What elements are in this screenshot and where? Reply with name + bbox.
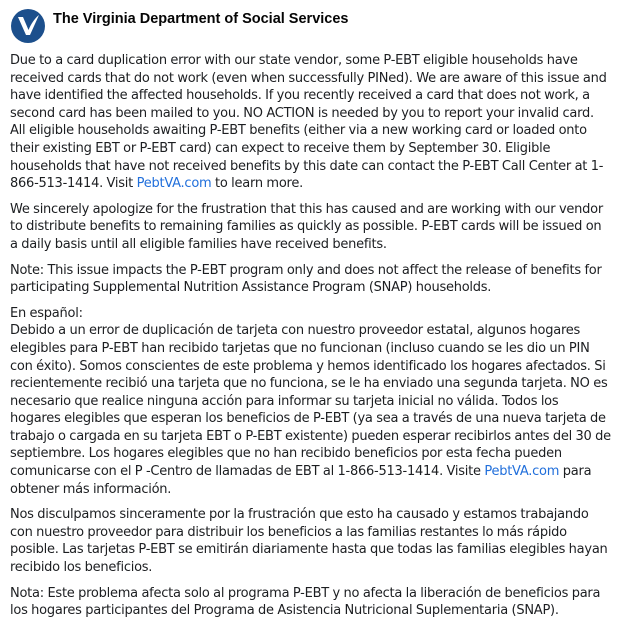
paragraph-text-after: to learn more.	[211, 176, 303, 192]
page-name[interactable]: The Virginia Department of Social Services	[53, 11, 349, 27]
paragraph-text: Due to a card duplication error with our state vendor, some P-EBT eligible households have received cards that do not work (even when successfully PINed). We are aware of this issue and have identified the affected households. If you recently received a card that does not work, a second card has been mailed to you. NO ACTION is needed by you to report your invalid card. All eligible households awaiting P-EBT benefits (either via a new working card or loaded onto their existing EBT or P-EBT card) can expect to receive them by September 30. Eligible households that have not received benefits by this date can contact the P-EBT Call Center at 1-866-513-1414. Visit	[10, 53, 607, 192]
post-paragraph-spanish	[10, 305, 612, 499]
post-paragraph-2: We sincerely apologize for the frustration that this has caused and are working with our vendor to distribute benefits to remaining families as quickly as possible. P-EBT cards will be issued on a daily basis until all eligible families have received benefits.	[10, 201, 603, 252]
vdss-logo-icon[interactable]	[10, 8, 46, 44]
pebtva-link-spanish[interactable]: PebtVA.com	[484, 464, 560, 480]
pebtva-link[interactable]: PebtVA.com	[136, 176, 212, 192]
post-paragraph-6: Nota: Este problema afecta solo al programa P-EBT y no afecta la liberación de beneficios para los hogares participantes del Programa de Asistencia Nutricional Suplementaria (SNAP).	[10, 585, 601, 619]
post-paragraph-3: Note: This issue impacts the P-EBT program only and does not affect the release of benefits for participating Supplemental Nutrition Assistance Program (SNAP) households.	[10, 262, 602, 296]
post-body	[10, 52, 612, 620]
spanish-heading: En español:	[10, 305, 83, 321]
post-paragraph-1	[10, 52, 612, 193]
paragraph-text: Debido a un error de duplicación de tarjeta con nuestro proveedor estatal, algunos hogares elegibles para P-EBT han recibido tarjetas que no funcionan (incluso cuando se les dio un PIN con éxito). Somos conscientes de este problema y hemos identificado los hogares afectados. Si recientemente recibió una tarjeta que no funciona, se le ha enviado una segunda tarjeta. NO es necesario que realice ninguna acción para informar su tarjeta inicial no válida. Todos los hogares elegibles que esperan los beneficios de P-EBT (ya sea a través de una nueva tarjeta de trabajo o cargada en su tarjeta EBT o P-EBT existente) pueden esperar recibirlos antes del 30 de septiembre. Los hogares elegibles que no han recibido beneficios por esta fecha pueden comunicarse con el P -Centro de llamadas de EBT al 1-866-513-1414. Visite	[10, 323, 611, 480]
post-paragraph-5: Nos disculpamos sinceramente por la frustración que esto ha causado y estamos trabajando con nuestro proveedor para distribuir los beneficios a las familias restantes lo más rápido posible. Las tarjetas P-EBT se emitirán diariamente hasta que todas las familias elegibles hayan recibido los beneficios.	[10, 507, 608, 576]
post-header	[10, 7, 612, 45]
paragraph-text-after: para obtener más información.	[10, 464, 592, 497]
